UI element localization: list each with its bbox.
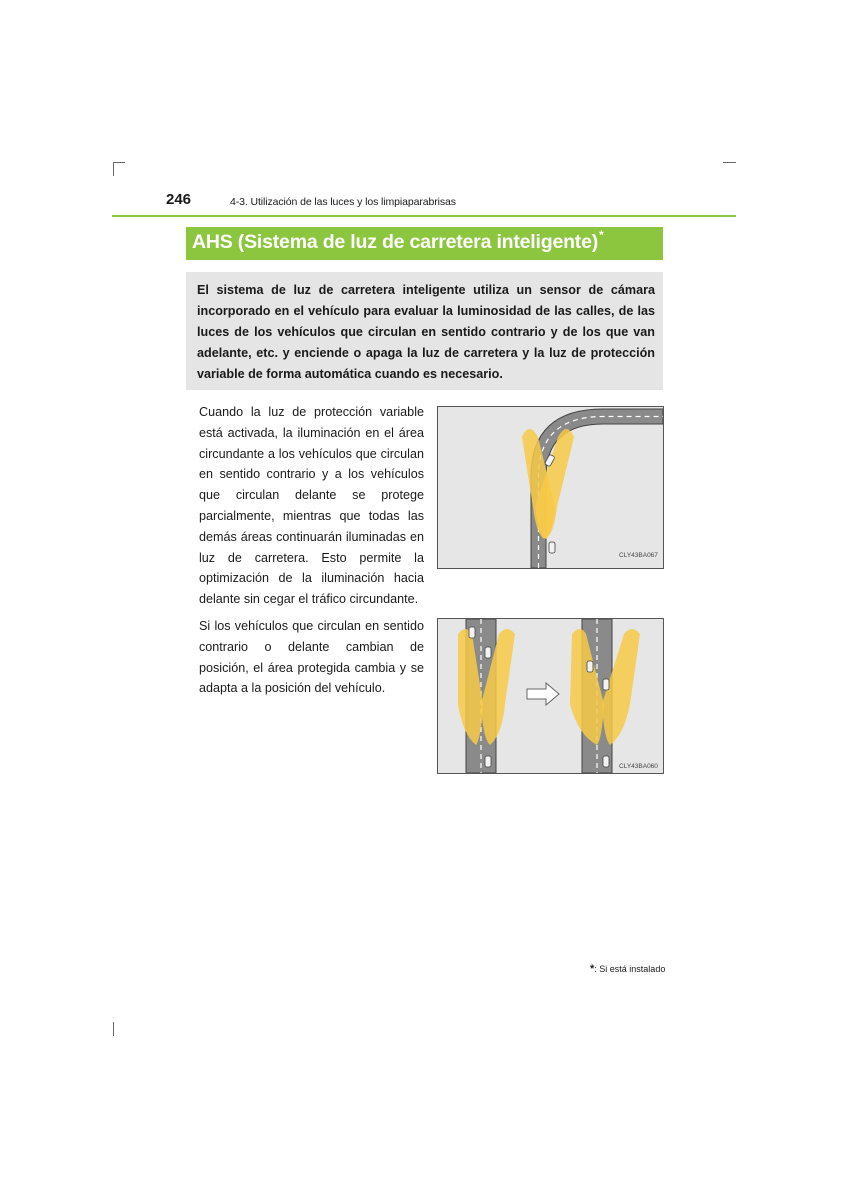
section-title-text: AHS (Sistema de luz de carretera inteligente) xyxy=(192,231,599,253)
footnote-text: : Si está instalado xyxy=(594,964,666,974)
figure-protected-area-shift xyxy=(437,618,664,774)
footnote xyxy=(590,963,665,975)
figure-1-code: CLY43BA067 xyxy=(619,552,658,559)
page-number: 246 xyxy=(166,191,192,208)
figure-1-illustration xyxy=(438,407,663,568)
footnote-marker: * xyxy=(590,963,595,975)
section-title-bar xyxy=(186,227,663,260)
section-title xyxy=(192,228,604,254)
intro-text: El sistema de luz de carretera inteligente utiliza un sensor de cámara incorporado en el vehículo para evaluar la luminosidad de las calles, de las luces de los vehículos que circulan en sentido contrario y de los que van adelante, etc. y enciende o apaga la luz de carretera y la luz de protección variable de forma automática cuando es necesario. xyxy=(197,283,655,381)
paragraph-position-change: Si los vehículos que circulan en sentido contrario o delante cambian de posición, el área protegida cambia y se adapta a la posición del vehículo. xyxy=(199,619,424,696)
title-asterisk: * xyxy=(599,228,604,242)
crop-mark-top-left-v xyxy=(113,162,114,176)
crop-mark-bottom-left-v xyxy=(113,1022,114,1036)
figure-2-code: CLY43BA060 xyxy=(619,763,658,770)
header-rule xyxy=(112,215,736,217)
paragraph-variable-protection: Cuando la luz de protección variable está activada, la iluminación en el área circundante a los vehículos que circulan en sentido contrario y a los vehículos que circulan delante se protege parcialmente, mientras que todas las demás áreas continuarán iluminadas en luz de carretera. Esto permite la optimización de la iluminación hacia delante sin cegar el tráfico circundante. xyxy=(199,405,424,607)
figure-2-illustration xyxy=(438,619,663,773)
crop-mark-top-right-h xyxy=(723,162,736,163)
figure-variable-protection xyxy=(437,406,664,569)
crop-mark-top-left-h xyxy=(113,162,125,163)
intro-box xyxy=(186,272,663,390)
chapter-header: 4-3. Utilización de las luces y los limpiaparabrisas xyxy=(230,196,456,208)
